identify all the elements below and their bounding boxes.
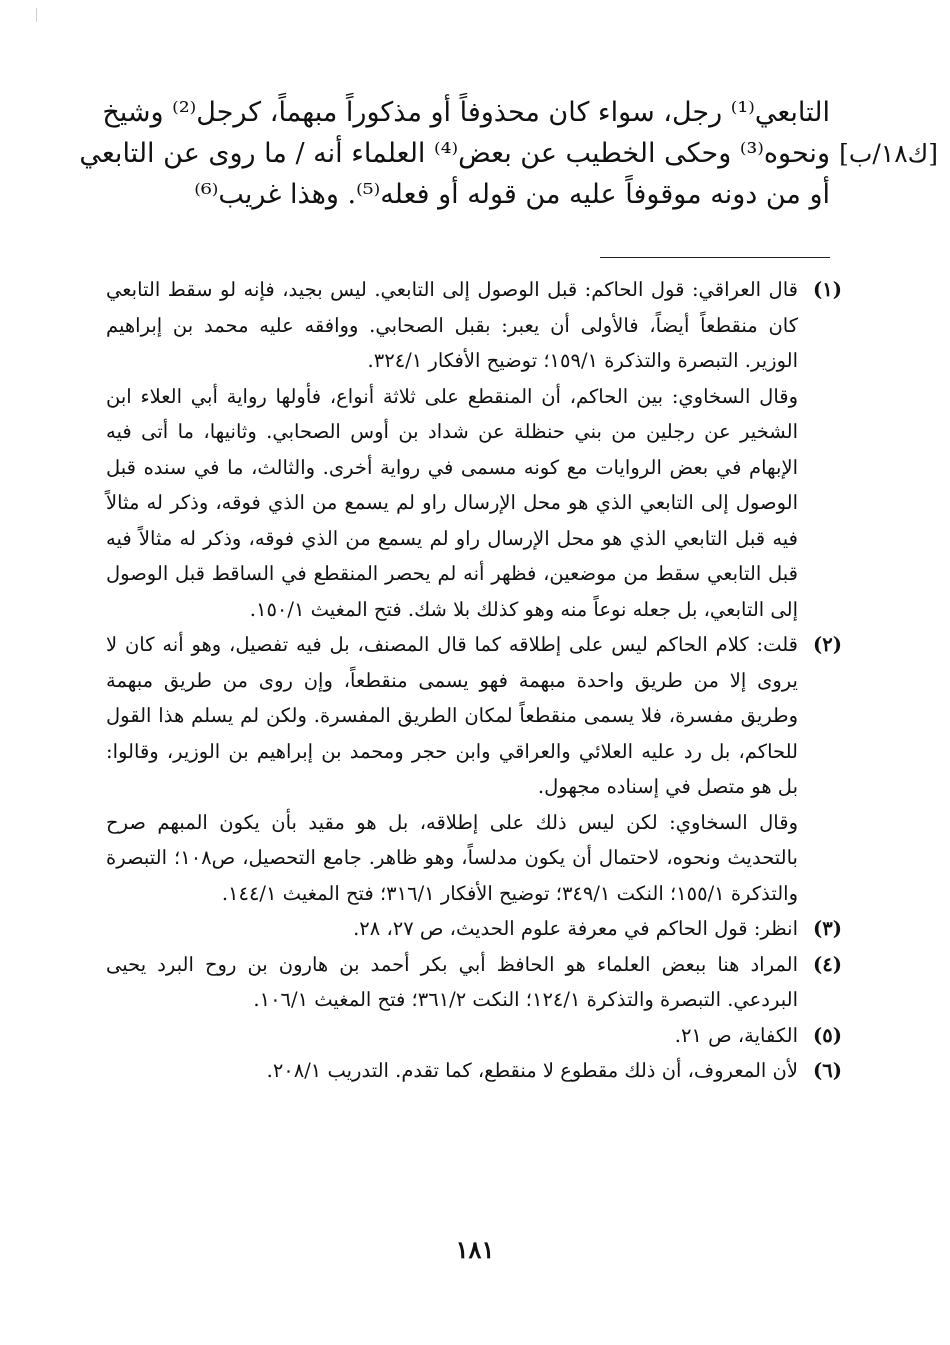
footnote-paragraph: الكفاية، ص ٢١.	[674, 1023, 798, 1047]
footnote-body	[106, 627, 798, 911]
main-text-line: ونحوه⁽³⁾ وحكى الخطيب عن بعض⁽⁴⁾ العلماء أنه / ما روى عن التابعي	[79, 138, 830, 169]
footnotes-section	[106, 272, 842, 1089]
footnote-5	[106, 1018, 842, 1054]
footnote-body	[106, 272, 798, 627]
footnote-1	[106, 272, 842, 627]
footnote-paragraph: وقال السخاوي: بين الحاكم، أن المنقطع على ثلاثة أنواع، فأولها رواية أبي العلاء ابن الشخير عن رجلين من بني حنظلة عن شداد بن أوس الصحابي. وثانيها، ما أتى فيه الإبهام في بعض الروايات مع كونه مسمى في رواية أخرى. والثالث، ما في سنده قبل الوصول إلى التابعي الذي هو محل الإرسال راو لم يسمع من الذي فوقه، وذكر له مثالاً فيه قبل التابعي الذي هو محل الإرسال راو لم يسمع من الذي فوقه، وذكر له مثالاً فيه قبل التابعي سقط من موضعين، فظهر أنه لم يحصر المنقطع في الساقط قبل الوصول إلى التابعي، بل جعله نوعاً منه وهو كذلك بلا شك. فتح المغيث ١٥٠/١.	[106, 384, 798, 621]
footnote-body	[106, 911, 798, 947]
footnote-paragraph: المراد هنا ببعض العلماء هو الحافظ أبي بكر أحمد بن هارون بن روح البرد يحيى البردعي. التبصرة والتذكرة ١٢٤/١؛ النكت ٣٦١/٢؛ فتح المغيث ١٠٦/١.	[106, 952, 798, 1011]
footnote-separator	[600, 257, 830, 258]
footnote-paragraph: قال العراقي: قول الحاكم: قبل الوصول إلى التابعي. ليس بجيد، فإنه لو سقط التابعي كان منقطعاً أيضاً، فالأولى أن يعبر: بقبل الصحابي. ووافقه عليه محمد بن إبراهيم الوزير. التبصرة والتذكرة ١٥٩/١؛ توضيح الأفكار ٣٢٤/١.	[106, 278, 798, 372]
main-text	[79, 92, 830, 215]
footnote-body	[106, 1053, 798, 1089]
footnote-body	[106, 1018, 798, 1054]
footnote-4	[106, 947, 842, 1018]
manuscript-folio-marker: [ك١٨/ب]	[839, 139, 938, 168]
footnote-2	[106, 627, 842, 911]
footnote-number: (٤)	[813, 952, 842, 976]
footnote-number: (١)	[813, 278, 842, 301]
footnote-paragraph: وقال السخاوي: لكن ليس ذلك على إطلاقه، بل هو مقيد بأن يكون المبهم صرح بالتحديث ونحوه، لاحتمال أن يكون مدلساً، وهو ظاهر. جامع التحصيل، ص١٠٨؛ التبصرة والتذكرة ١٥٥/١؛ النكت ٣٤٩/١؛ توضيح الأفكار ٣١٦/١؛ فتح المغيث ١٤٤/١.	[106, 810, 798, 905]
footnote-paragraph: قلت: كلام الحاكم ليس على إطلاقه كما قال المصنف، بل فيه تفصيل، وهو أنه كان لا يروى إلا من طريق واحدة مبهمة فهو يسمى منقطعاً، وإن روى من طريق مبهمة وطريق مفسرة، فلا يسمى منقطعاً لمكان الطريق المفسرة. ولكن لم يسلم هذا القول للحاكم، بل رد عليه العلائي والعراقي وابن حجر ومحمد بن إبراهيم بن الوزير، وقالوا: بل هو متصل في إسناده مجهول.	[106, 633, 798, 798]
scan-edge-mark	[36, 8, 37, 22]
footnote-3	[106, 911, 842, 947]
footnote-number: (٢)	[813, 633, 842, 656]
footnote-paragraph: انظر: قول الحاكم في معرفة علوم الحديث، ص ٢٧، ٢٨.	[353, 917, 798, 940]
footnote-body	[106, 947, 798, 1018]
footnote-6	[106, 1053, 842, 1089]
footnote-number: (٣)	[813, 917, 842, 940]
footnote-number: (٥)	[813, 1023, 842, 1047]
main-text-line: التابعي⁽¹⁾ رجل، سواء كان محذوفاً أو مذكوراً مبهماً، كرجل⁽²⁾ وشيخ	[102, 97, 830, 128]
footnote-number: (٦)	[813, 1059, 842, 1082]
footnote-paragraph: لأن المعروف، أن ذلك مقطوع لا منقطع، كما تقدم. التدريب ٢٠٨/١.	[266, 1059, 798, 1082]
page-number: ١٨١	[455, 1235, 495, 1264]
main-text-line: أو من دونه موقوفاً عليه من قوله أو فعله⁽⁵⁾. وهذا غريب⁽⁶⁾	[194, 179, 830, 210]
